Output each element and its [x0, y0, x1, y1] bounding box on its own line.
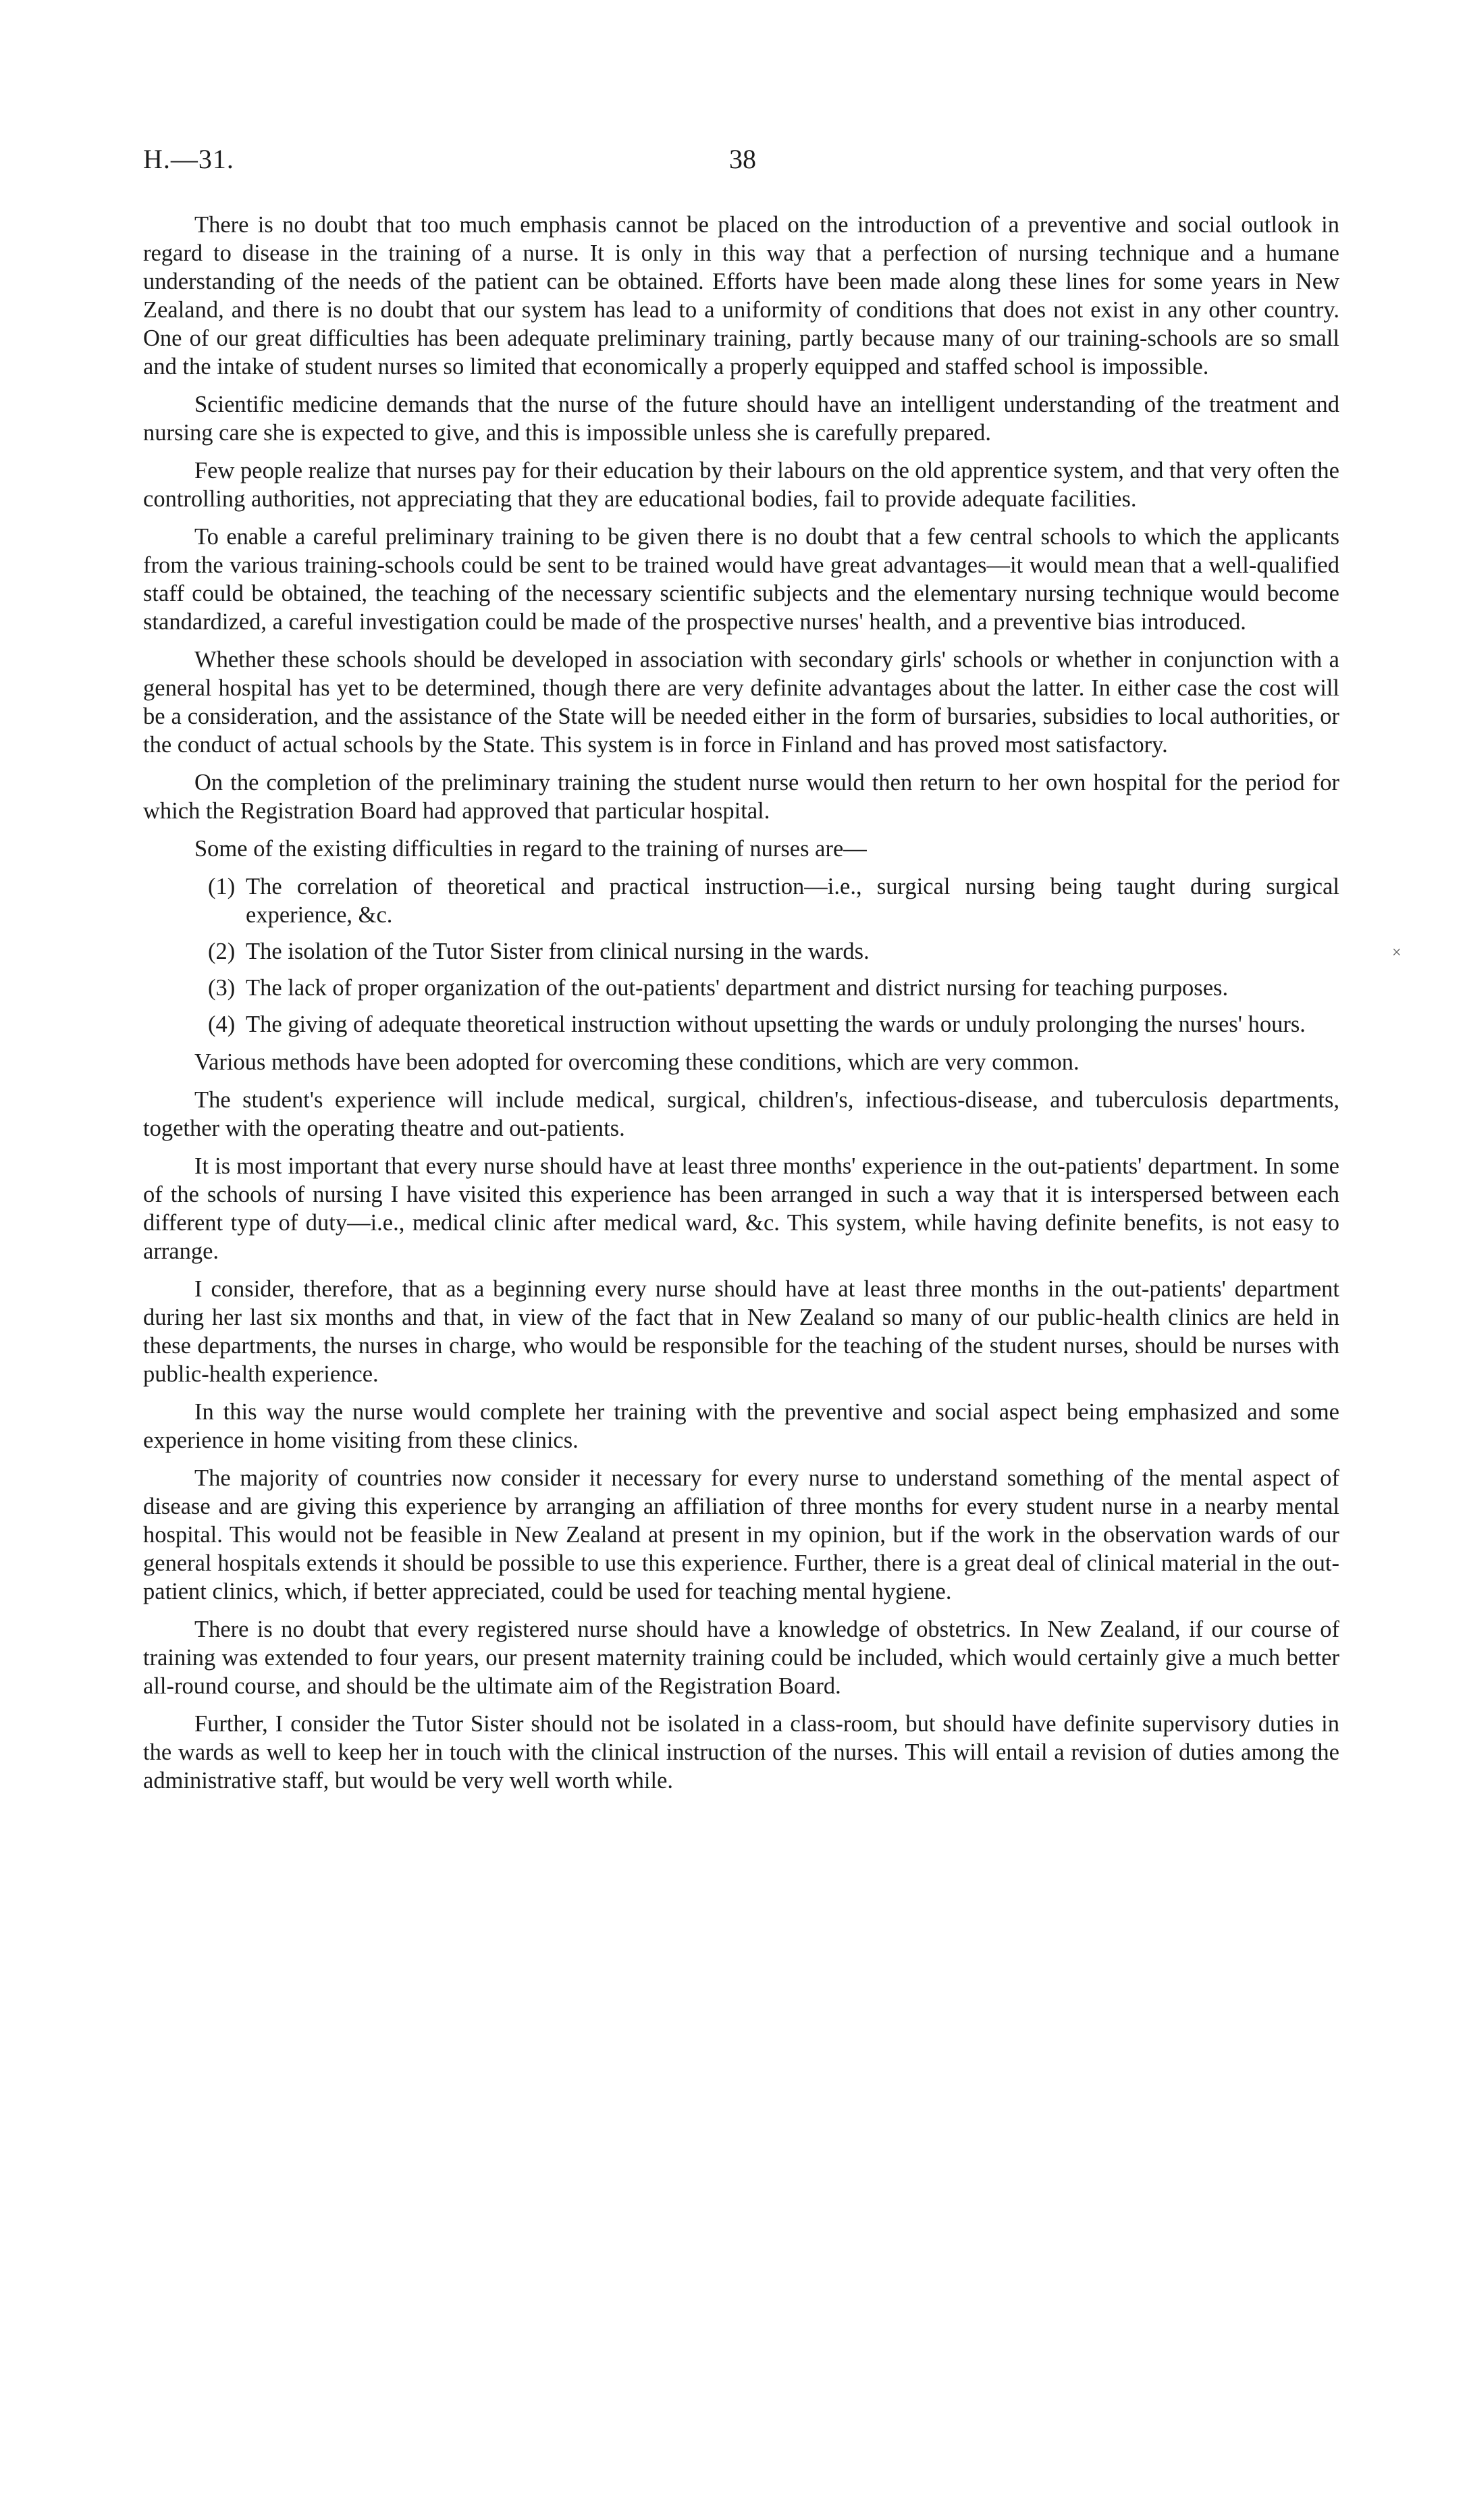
paragraph-out-patients: It is most important that every nurse should have at least three months' experience in the out-patients' department. In some of the schools of nursing I have visited this experience has been arranged in such a way that it is interspersed between each different type of duty—i.e., medical clinic after medical ward, &c. This system, while having definite benefits, is not easy to arrange. [143, 1153, 1339, 1264]
list-item [143, 1010, 1339, 1039]
paragraph-apprentice-system: Few people realize that nurses pay for their education by their labours on the old apprentice system, and that very often the controlling authorities, not appreciating that they are educational bodies, fail to provide adequate facilities. [143, 458, 1339, 512]
paragraph-list-intro: Some of the existing difficulties in regard to the training of nurses are— [194, 836, 867, 862]
list-item-number: (3) [208, 975, 236, 1001]
page-header [143, 143, 1345, 184]
list-item-number: (1) [208, 874, 236, 899]
document-reference: H.—31. [143, 144, 234, 174]
list-item [143, 937, 1339, 966]
paragraph-completion-training: On the completion of the preliminary training the student nurse would then return to her own hospital for the period for which the Registration Board had approved that particular hospital. [143, 770, 1339, 824]
paragraph-obstetrics: There is no doubt that every registered nurse should have a knowledge of obstetrics. In New Zealand, if our course of training was extended to four years, our present maternity training could be included, which would certainly give a much better all-round course, and should be the ultimate aim of the Registration Board. [143, 1617, 1339, 1699]
paragraph-schools-association: Whether these schools should be developed in association with secondary girls' schools or whether in conjunction with a general hospital has yet to be determined, though there are very definite advantages about the latter. In either case the cost will be a consideration, and the assistance of the State will be needed either in the form of bursaries, subsidies to local authorities, or the conduct of actual schools by the State. This system is in force in Finland and has proved most satisfactory. [143, 647, 1339, 758]
list-item-text: The correlation of theoretical and practical instruction—i.e., surgical nursing being taught during surgical experience, &c. [246, 874, 1339, 928]
paragraph-various-methods: Various methods have been adopted for overcoming these conditions, which are very common. [194, 1049, 1079, 1075]
list-item-number: (2) [208, 939, 236, 964]
paragraph-scientific-medicine: Scientific medicine demands that the nurse of the future should have an intelligent understanding of the treatment and nursing care she is expected to give, and this is impossible unless she is carefully prepared. [143, 392, 1339, 446]
paragraph-tutor-sister: Further, I consider the Tutor Sister should not be isolated in a class-room, but should have definite supervisory duties in the wards as well to keep her in touch with the clinical instruction of the nurses. This will entail a revision of duties among the administrative staff, but would be very well worth while. [143, 1711, 1339, 1793]
list-item-text: The giving of adequate theoretical instruction without upsetting the wards or unduly prolonging the nurses' hours. [246, 1012, 1306, 1037]
difficulties-list [143, 872, 1339, 1039]
list-item-text: The isolation of the Tutor Sister from clinical nursing in the wards. [246, 939, 870, 964]
paragraph-student-experience: The student's experience will include medical, surgical, children's, infectious-disease, and tuberculosis departments, together with the operating theatre and out-patients. [143, 1087, 1339, 1141]
list-item-text: The lack of proper organization of the out-patients' department and district nursing for teaching purposes. [246, 975, 1229, 1001]
list-item-number: (4) [208, 1012, 236, 1037]
paragraph-central-schools: To enable a careful preliminary training to be given there is no doubt that a few central schools to which the applicants from the various training-schools could be sent to be trained would have great advantages—it would mean that a well-qualified staff could be obtained, the teaching of the necessary scientific subjects and the elementary nursing technique would become standardized, a careful investigation could be made of the prospective nurses' health, and a preventive bias introduced. [143, 524, 1339, 635]
list-item [143, 872, 1339, 929]
paragraph-preventive-aspect: In this way the nurse would complete her training with the preventive and social aspect being emphasized and some experience in home visiting from these clinics. [143, 1399, 1339, 1453]
paragraph-preventive-outlook: There is no doubt that too much emphasis cannot be placed on the introduction of a preventive and social outlook in regard to disease in the training of a nurse. It is only in this way that a perfection of nursing technique and a humane understanding of the needs of the patient can be obtained. Efforts have been made along these lines for some years in New Zealand, and there is no doubt that our system has lead to a uniformity of conditions that does not exist in any other country. One of our great difficulties has been adequate preliminary training, partly because many of our training-schools are so small and the intake of student nurses so limited that economically a properly equipped and staffed school is impossible. [143, 212, 1339, 379]
body-text [143, 211, 1339, 1804]
paragraph-mental-aspect: The majority of countries now consider it necessary for every nurse to understand something of the mental aspect of disease and are giving this experience by arranging an affiliation of three months for every student nurse in a nearby mental hospital. This would not be feasible in New Zealand at present in my opinion, but if the work in the observation wards of our general hospitals extends it should be possible to use this experience. Further, there is a great deal of clinical material in the out-patient clinics, which, if better appreciated, could be used for teaching mental hygiene. [143, 1465, 1339, 1604]
page-number: 38 [729, 144, 756, 174]
margin-mark: × [1392, 944, 1402, 962]
paragraph-three-months: I consider, therefore, that as a beginning every nurse should have at least three months in the out-patients' department during her last six months and that, in view of the fact that in New Zealand so many of our public-health clinics are held in these departments, the nurses in charge, who would be responsible for the teaching of the student nurses, should be nurses with public-health experience. [143, 1276, 1339, 1387]
list-item [143, 974, 1339, 1002]
